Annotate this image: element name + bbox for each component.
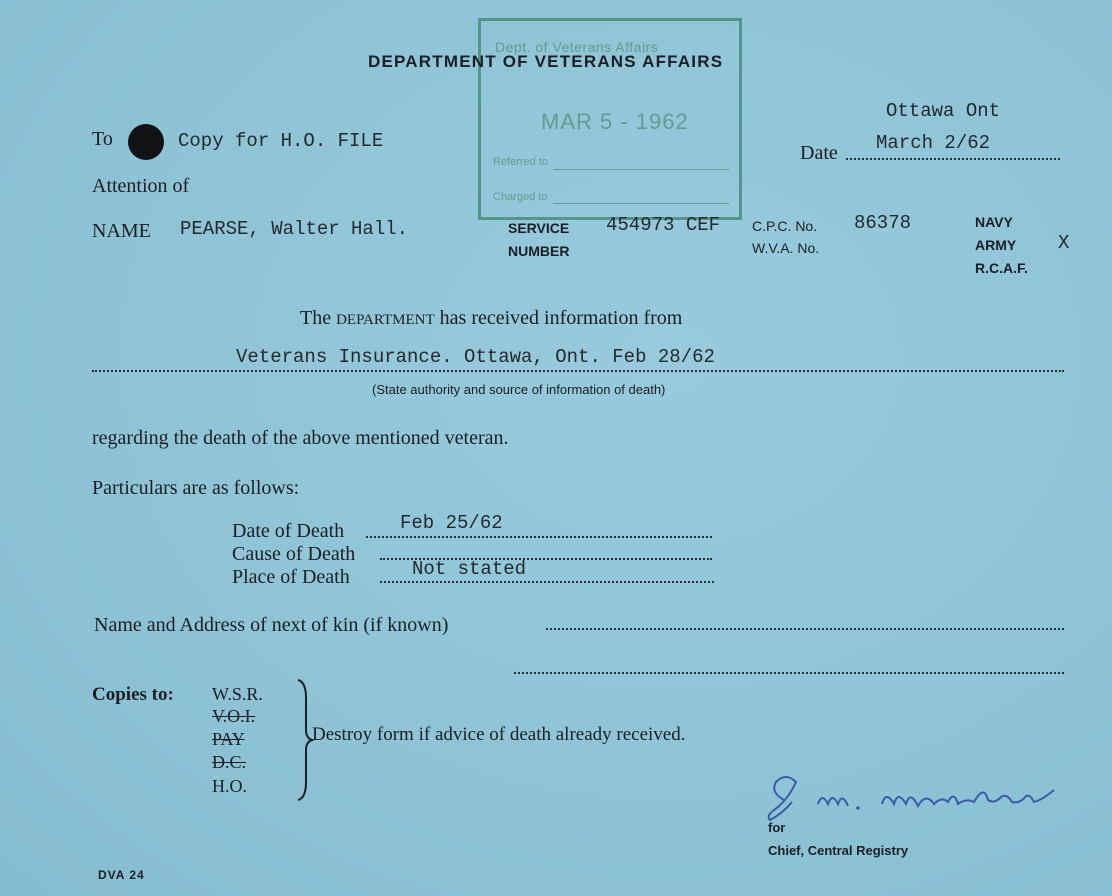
copies-label: Copies to: [92, 684, 174, 705]
stamp-charged-line [553, 203, 729, 204]
attention-label: Attention of [92, 175, 190, 197]
service-number: 454973 CEF [606, 214, 721, 236]
branch-rcaf: R.C.A.F. [975, 260, 1028, 276]
stamp-referred-line [553, 169, 729, 170]
number-label: NUMBER [508, 243, 570, 259]
date-of-death-value: Feb 25/62 [400, 512, 503, 534]
source-value: Veterans Insurance. Ottawa, Ont. Feb 28/62 [236, 346, 715, 368]
next-of-kin-line-2 [514, 672, 1064, 674]
destroy-instruction: Destroy form if advice of death already received. [312, 724, 686, 745]
signature-drawing [762, 770, 1092, 830]
received-suffix: has received information from [434, 307, 683, 329]
date-value: March 2/62 [876, 132, 991, 154]
next-of-kin-line-1 [546, 628, 1064, 630]
service-label: SERVICE [508, 220, 570, 236]
date-of-death-label: Date of Death [232, 520, 345, 542]
received-prefix: The [300, 307, 337, 329]
source-caption: (State authority and source of information of death) [372, 382, 666, 397]
copy-recipient: V.O.I. [212, 706, 256, 726]
copy-recipient: W.S.R. [212, 684, 263, 704]
copy-recipient: H.O. [212, 776, 247, 796]
filled-circle-icon [128, 124, 164, 160]
stamp-referred-label: Referred to [493, 156, 549, 168]
copy-recipient: PAY [212, 729, 245, 749]
received-department: DEPARTMENT [336, 312, 435, 328]
to-label: To [92, 128, 113, 150]
place-of-death-line [380, 581, 714, 583]
stamp-date: MAR 5 - 1962 [541, 109, 689, 134]
form-heading: DEPARTMENT OF VETERANS AFFAIRS [368, 52, 724, 71]
date-line [846, 158, 1060, 160]
stamp-charged-label: Charged to [493, 191, 548, 203]
regarding-text: regarding the death of the above mentioned veteran. [92, 427, 509, 449]
date-label: Date [800, 142, 838, 164]
stamp-department: Dept. of Veterans Affairs [495, 39, 659, 55]
branch-navy: NAVY [975, 214, 1013, 230]
name-label: NAME [92, 220, 151, 242]
wva-label: W.V.A. No. [752, 240, 820, 256]
copy-recipient: D.C. [212, 752, 247, 772]
date-place: Ottawa Ont [886, 100, 1001, 122]
form-code: DVA 24 [98, 868, 145, 882]
place-of-death-label: Place of Death [232, 566, 350, 588]
date-of-death-line [366, 536, 712, 538]
cpc-number: 86378 [854, 212, 912, 234]
cpc-label: C.P.C. No. [752, 218, 818, 234]
next-of-kin-label: Name and Address of next of kin (if known) [94, 614, 449, 636]
signature-for-label: for [768, 820, 786, 835]
to-value: Copy for H.O. FILE [178, 130, 384, 152]
received-stamp [478, 18, 742, 220]
army-mark: X [1058, 232, 1070, 254]
received-info-line [300, 307, 682, 330]
place-of-death-value: Not stated [412, 558, 527, 580]
source-line [92, 370, 1064, 372]
brace-icon [294, 678, 314, 802]
particulars-heading: Particulars are as follows: [92, 477, 300, 499]
branch-army: ARMY [975, 237, 1017, 253]
veteran-name: PEARSE, Walter Hall. [180, 218, 409, 240]
cause-of-death-label: Cause of Death [232, 543, 356, 565]
signature-title: Chief, Central Registry [768, 843, 909, 858]
